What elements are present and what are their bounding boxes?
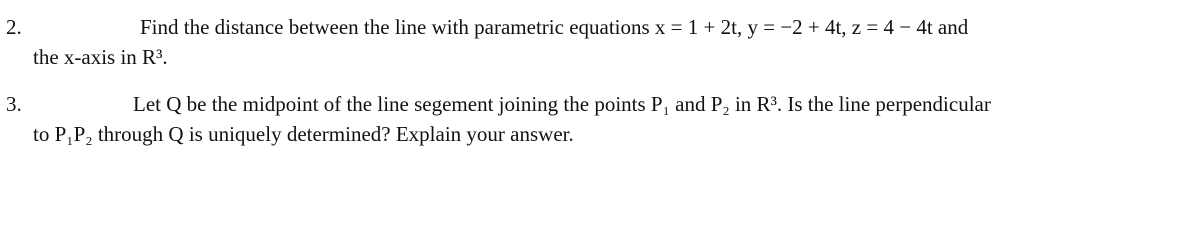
problem-2-line-2 bbox=[0, 42, 1200, 72]
problem-3 bbox=[0, 89, 1200, 149]
problem-2 bbox=[0, 12, 1200, 72]
problem-number: 3. bbox=[6, 92, 22, 116]
problem-3-line-1 bbox=[0, 89, 1200, 119]
problem-text-continued: the x-axis in R³. bbox=[33, 45, 168, 69]
problem-number: 2. bbox=[6, 15, 22, 39]
problem-text-continued: to P₁P₂ through Q is uniquely determined? Explain your answer. bbox=[33, 122, 574, 146]
problem-2-line-1 bbox=[0, 12, 1200, 42]
problem-text: Find the distance between the line with parametric equations x = 1 + 2t, y = −2 + 4t, z = 4 − 4t and bbox=[140, 15, 969, 39]
problem-3-line-2 bbox=[0, 119, 1200, 149]
problem-text: Let Q be the midpoint of the line segement joining the points P₁ and P₂ in R³. Is the line perpendicular bbox=[133, 92, 991, 116]
